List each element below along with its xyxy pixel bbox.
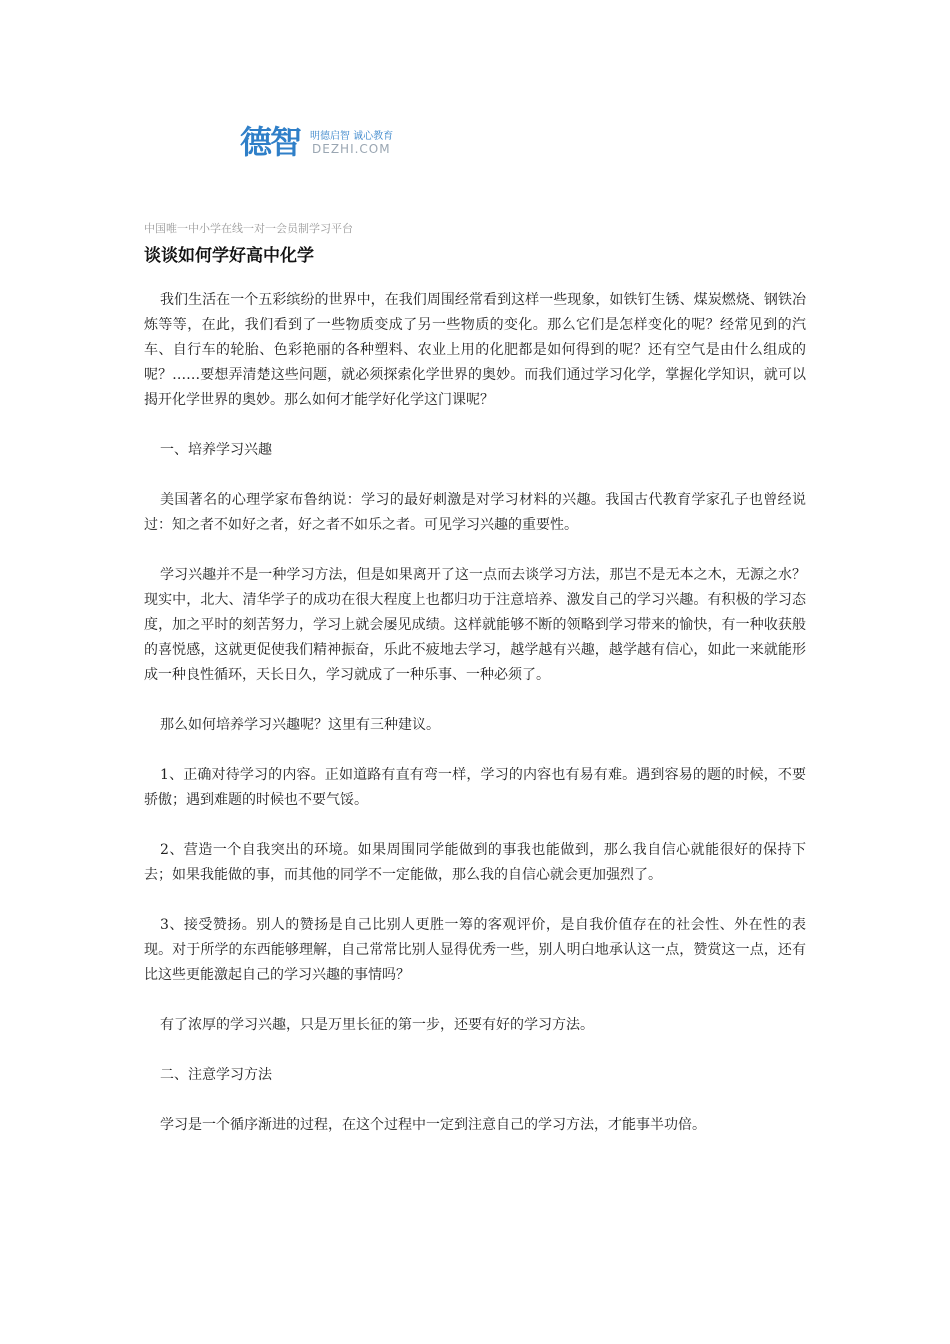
list-item-2: 2、营造一个自我突出的环境。如果周围同学能做到的事我也能做到，那么我自信心就能很好的保持下去；如果我能做的事，而其他的同学不一定能做，那么我的自信心就会更加强烈了。: [144, 842, 806, 883]
article-title: 谈谈如何学好高中化学: [144, 246, 314, 266]
logo-mark: 德智: [240, 123, 301, 161]
paragraph: 学习是一个循序渐进的过程，在这个过程中一定到注意自己的学习方法，才能事半功倍。: [160, 1117, 706, 1133]
paragraph: 那么如何培养学习兴趣呢？这里有三种建议。: [160, 717, 440, 733]
paragraph: 学习兴趣并不是一种学习方法，但是如果离开了这一点而去谈学习方法，那岂不是无本之木，无源之水？现实中，北大、清华学子的成功在很大程度上也都归功于注意培养、激发自己的学习兴趣。有积极的学习态度，加之平时的刻苦努力，学习上就会屡见成绩。这样就能够不断的领略到学习带来的愉快，有一种收获般的喜悦感，这就更促使我们精神振奋，乐此不疲地去学习，越学越有兴趣，越学越有信心，如此一来就能形成一种良性循环，天长日久，学习就成了一种乐事、一种必须了。: [144, 567, 806, 683]
dezhi-logo: [240, 124, 410, 160]
paragraph-intro: 我们生活在一个五彩缤纷的世界中，在我们周围经常看到这样一些现象，如铁钉生锈、煤炭燃烧、钢铁冶炼等等，在此，我们看到了一些物质变成了另一些物质的变化。那么它们是怎样变化的呢？经常见到的汽车、自行车的轮胎、色彩艳丽的各种塑料、农业上用的化肥都是如何得到的呢？还有空气是由什么组成的呢？……要想弄清楚这些问题，就必须探索化学世界的奥妙。而我们通过学习化学，掌握化学知识，就可以揭开化学世界的奥妙。那么如何才能学好化学这门课呢？: [144, 292, 806, 408]
paragraph: 有了浓厚的学习兴趣，只是万里长征的第一步，还要有好的学习方法。: [160, 1017, 594, 1033]
paragraph: 美国著名的心理学家布鲁纳说：学习的最好刺激是对学习材料的兴趣。我国古代教育学家孔子也曾经说过：知之者不如好之者，好之者不如乐之者。可见学习兴趣的重要性。: [144, 492, 806, 533]
article-body: [144, 288, 806, 1163]
section-heading-interest: 一、培养学习兴趣: [160, 442, 272, 458]
section-heading-method: 二、注意学习方法: [160, 1067, 272, 1083]
platform-tagline: 中国唯一中小学在线一对一会员制学习平台: [144, 222, 353, 235]
list-item-3: 3、接受赞扬。别人的赞扬是自己比别人更胜一筹的客观评价，是自我价值存在的社会性、外在性的表现。对于所学的东西能够理解，自己常常比别人显得优秀一些，别人明白地承认这一点，赞赏这一点，还有比这些更能激起自己的学习兴趣的事情吗？: [144, 917, 806, 983]
logo-domain: DEZHI.COM: [312, 142, 391, 156]
list-item-1: 1、正确对待学习的内容。正如道路有直有弯一样，学习的内容也有易有难。遇到容易的题的时候，不要骄傲；遇到难题的时候也不要气馁。: [144, 767, 806, 808]
logo-slogan: 明德启智 诚心教育: [310, 131, 394, 142]
